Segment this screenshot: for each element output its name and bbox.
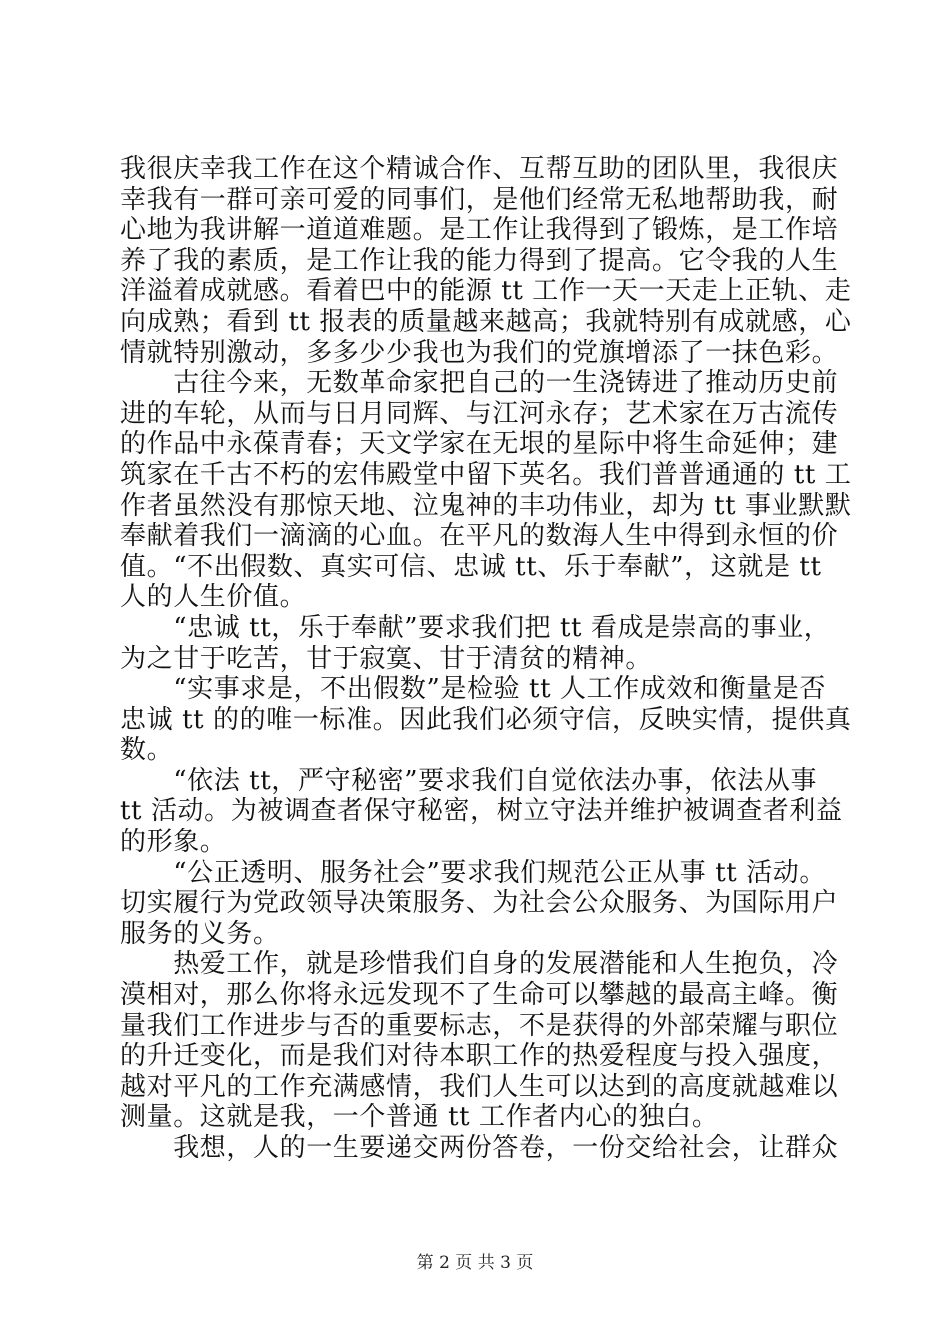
- text-line: “依法 tt，严守秘密”要求我们自觉依法办事，依法从事: [120, 765, 818, 796]
- text-line: 人的人生价值。: [120, 582, 307, 613]
- text-line: 向成熟；看到 tt 报表的质量越来越高；我就特别有成就感，心: [120, 306, 852, 337]
- text-line: 越对平凡的工作充满感情，我们人生可以达到的高度就越难以: [120, 1071, 839, 1102]
- text-line: 作者虽然没有那惊天地、泣鬼神的丰功伟业，却为 tt 事业默默: [120, 490, 852, 521]
- text-line: 漠相对，那么你将永远发现不了生命可以攀越的最高主峰。衡: [120, 980, 839, 1011]
- text-line: tt 活动。为被调查者保守秘密，树立守法并维护被调查者利益: [120, 796, 843, 827]
- text-line: 心地为我讲解一道道难题。是工作让我得到了锻炼，是工作培: [120, 215, 839, 246]
- text-line: 幸我有一群可亲可爱的同事们，是他们经常无私地帮助我，耐: [120, 184, 839, 215]
- text-line: 的形象。: [120, 827, 227, 858]
- text-line: 养了我的素质，是工作让我的能力得到了提高。它令我的人生: [120, 245, 839, 276]
- text-line: 我想，人的一生要递交两份答卷，一份交给社会，让群众: [120, 1133, 839, 1163]
- text-line: 筑家在千古不朽的宏伟殿堂中留下英名。我们普普通通的 tt 工: [120, 459, 852, 490]
- text-line: “公正透明、服务社会”要求我们规范公正从事 tt 活动。: [120, 857, 827, 888]
- text-line: 古往今来，无数革命家把自己的一生浇铸进了推动历史前: [120, 368, 839, 399]
- text-line: “实事求是，不出假数”是检验 tt 人工作成效和衡量是否: [120, 674, 827, 705]
- text-line: 忠诚 tt 的的唯一标准。因此我们必须守信，反映实情，提供真: [120, 704, 852, 735]
- text-line: 为之甘于吃苦，甘于寂寞、甘于清贫的精神。: [120, 643, 653, 674]
- text-line: 洋溢着成就感。看着巴中的能源 tt 工作一天一天走上正轨、走: [120, 276, 852, 307]
- text-line: “忠诚 tt，乐于奉献”要求我们把 tt 看成是崇高的事业，: [120, 612, 831, 643]
- text-line: 我很庆幸我工作在这个精诚合作、互帮互助的团队里，我很庆: [120, 154, 839, 184]
- text-line: 测量。这就是我，一个普通 tt 工作者内心的独白。: [120, 1102, 719, 1133]
- page-number-footer: 第 2 页 共 3 页: [416, 1253, 534, 1273]
- text-line: 奉献着我们一滴滴的心血。在平凡的数海人生中得到永恒的价: [120, 521, 839, 552]
- text-line: 的升迁变化，而是我们对待本职工作的热爱程度与投入强度，: [120, 1041, 839, 1072]
- text-line: 值。“不出假数、真实可信、忠诚 tt、乐于奉献”，这就是 tt: [120, 551, 822, 582]
- text-line: 的作品中永葆青春；天文学家在无垠的星际中将生命延伸；建: [120, 429, 839, 460]
- text-line: 进的车轮，从而与日月同辉、与江河永存；艺术家在万古流传: [120, 398, 839, 429]
- text-line: 切实履行为党政领导决策服务、为社会公众服务、为国际用户: [120, 888, 839, 919]
- document-body: [120, 154, 852, 1164]
- text-line: 量我们工作进步与否的重要标志，不是获得的外部荣耀与职位: [120, 1010, 839, 1041]
- text-line: 数。: [120, 735, 174, 766]
- text-line: 服务的义务。: [120, 918, 280, 949]
- text-line: 热爱工作，就是珍惜我们自身的发展潜能和人生抱负，冷: [120, 949, 839, 980]
- text-line: 情就特别激动，多多少少我也为我们的党旗增添了一抹色彩。: [120, 337, 839, 368]
